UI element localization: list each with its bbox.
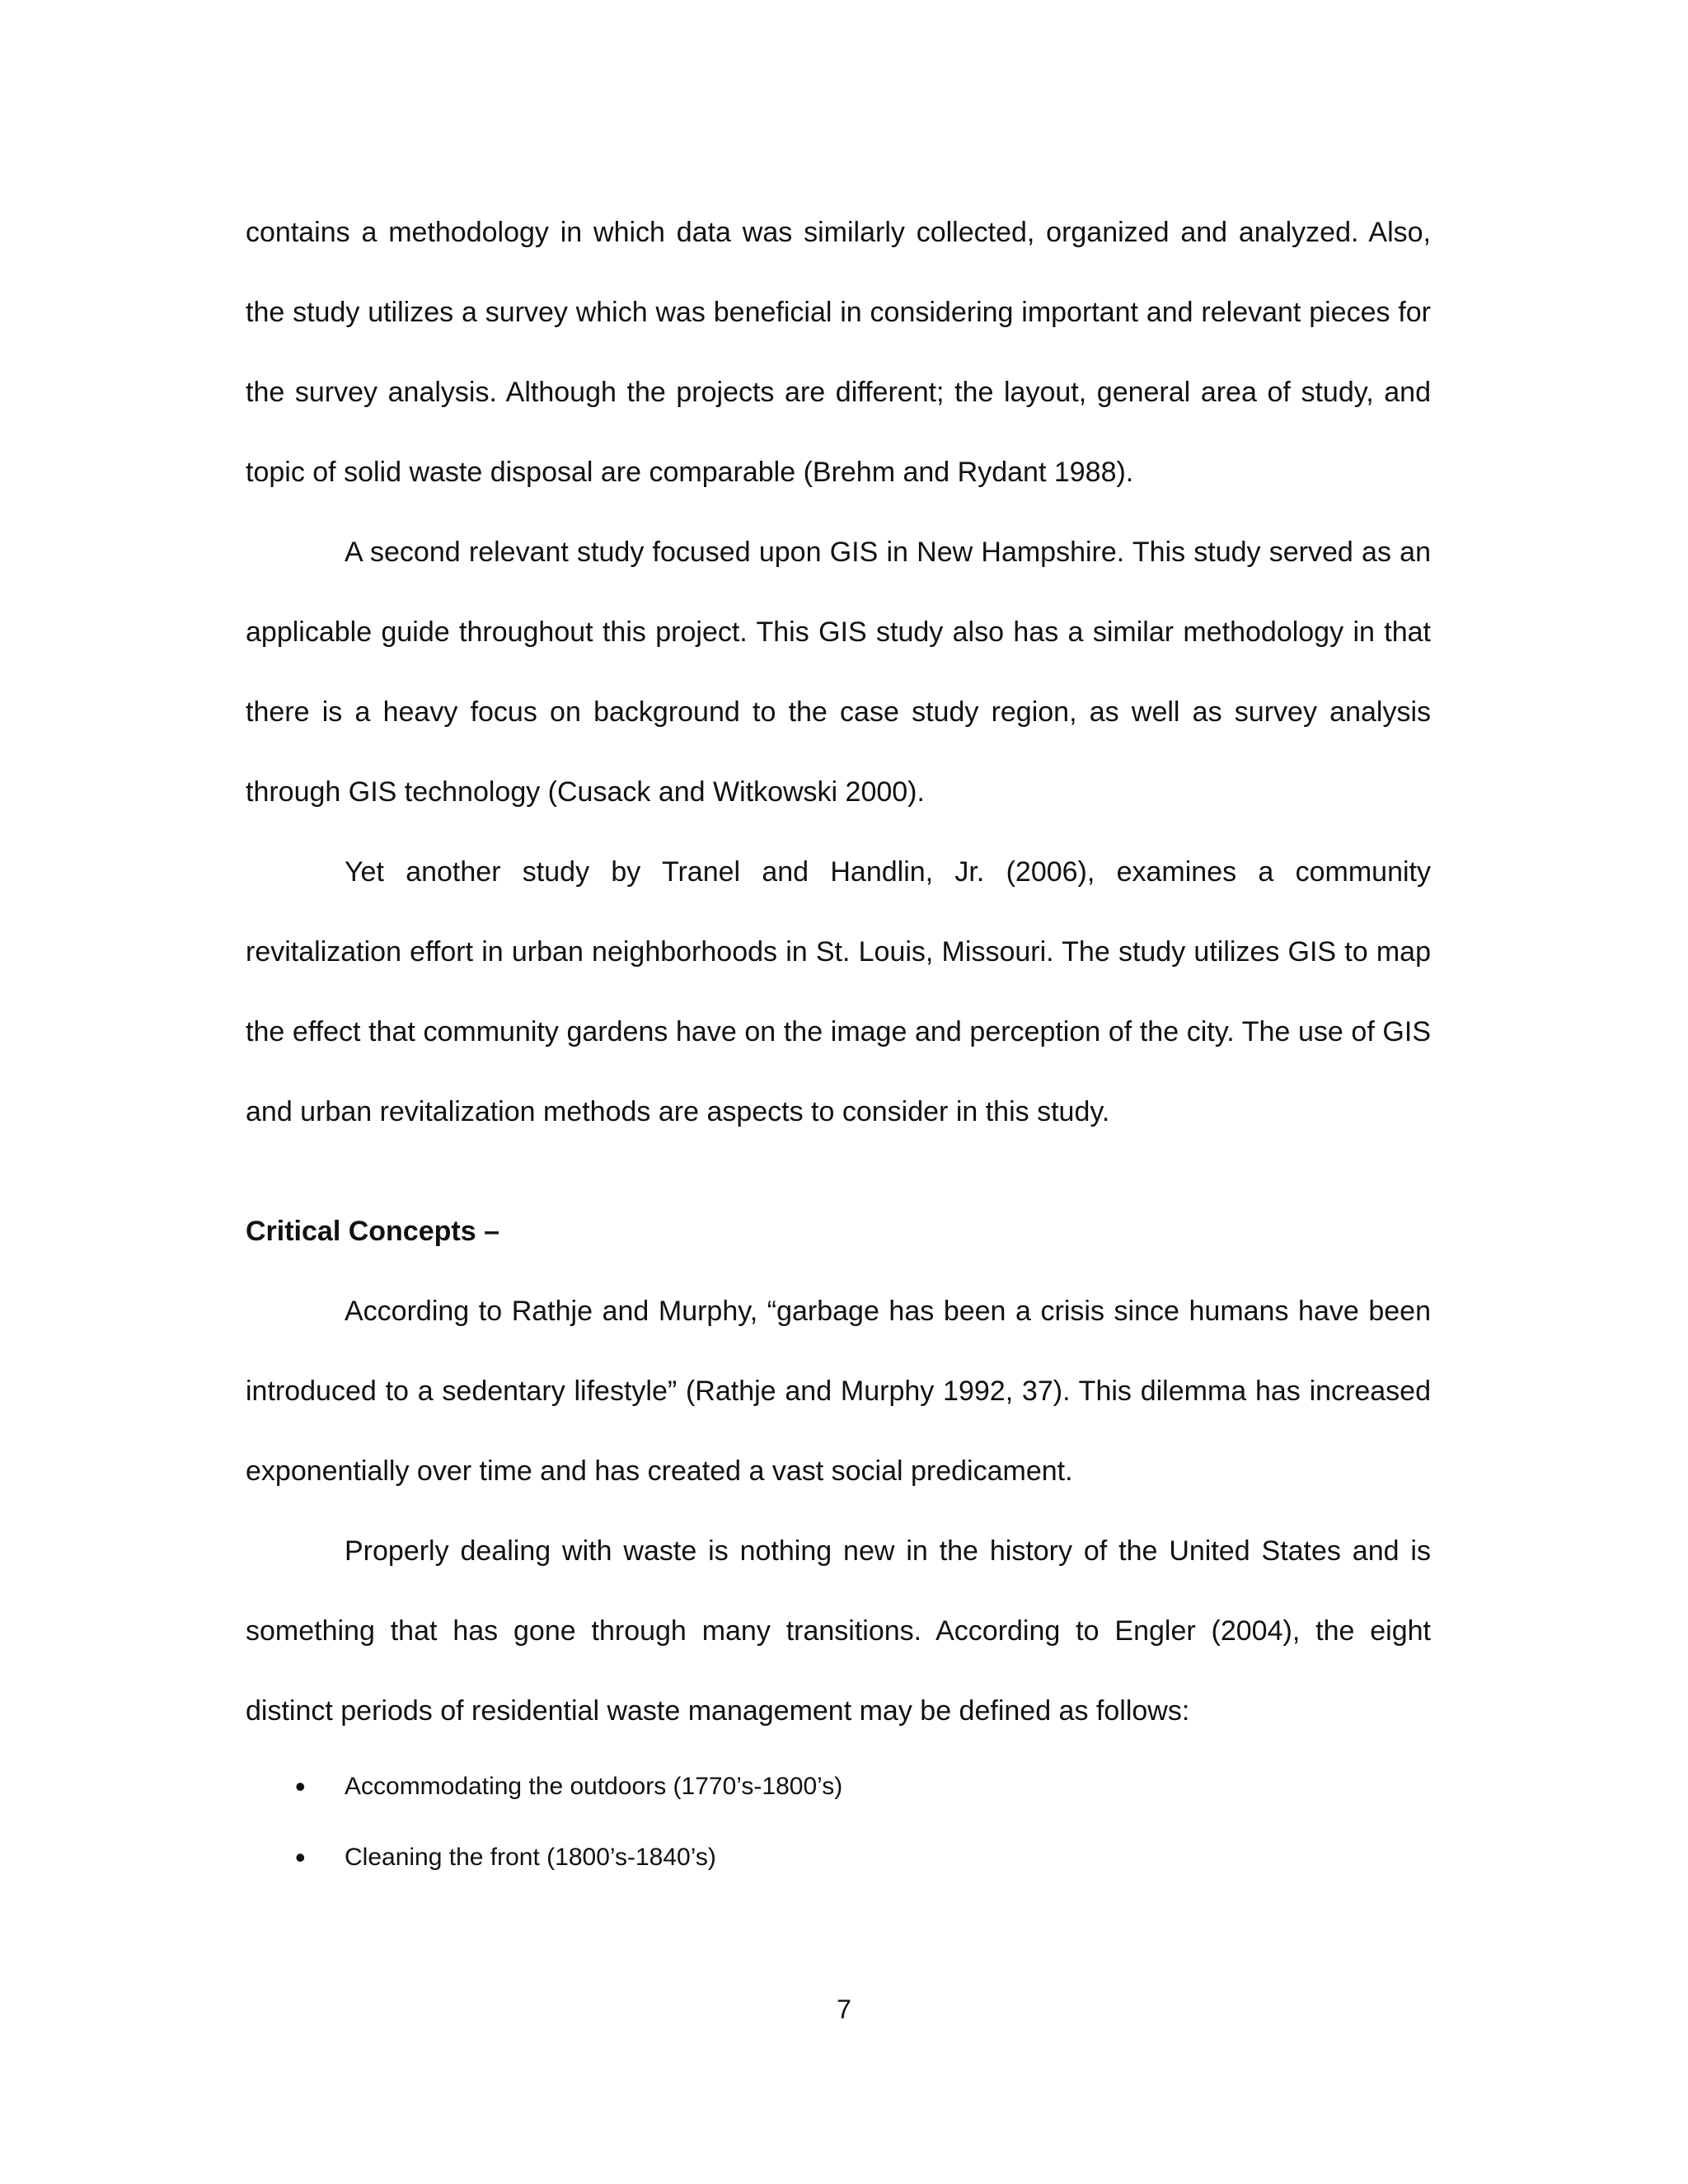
bullet-icon: • xyxy=(295,1840,306,1874)
page-number: 7 xyxy=(837,1994,851,2024)
list-item-text: Cleaning the front (1800’s-1840’s) xyxy=(345,1844,716,1871)
body-paragraph-1: contains a methodology in which data was similarly collected, organized and analyzed. Also, the study utilizes a survey which was beneficial in considering important and relevant pieces for the survey analysis. Although the projects are different; the layout, general area of study, and topic of solid waste disposal are comparable (Brehm and Rydant 1988). xyxy=(246,217,1431,488)
page-body xyxy=(246,193,1431,1893)
list-item-text: Accommodating the outdoors (1770’s-1800’s) xyxy=(345,1773,843,1800)
section-heading: Critical Concepts – xyxy=(246,1216,499,1247)
bullet-icon: • xyxy=(295,1769,306,1803)
section-paragraph-1: According to Rathje and Murphy, “garbage has been a crisis since humans have been introduced to a sedentary lifestyle” (Rathje and Murphy 1992, 37). This dilemma has increased exponentially over time and has created a vast social predicament. xyxy=(246,1296,1431,1487)
periods-list xyxy=(246,1751,1431,1893)
body-paragraph-2: A second relevant study focused upon GIS in New Hampshire. This study served as an applicable guide throughout this project. This GIS study also has a similar methodology in that there is a heavy focus on background to the case study region, as well as survey analysis through GIS technology (Cusack and Witkowski 2000). xyxy=(246,537,1431,808)
list-item xyxy=(246,1822,1431,1893)
list-item xyxy=(246,1751,1431,1822)
section-paragraph-2: Properly dealing with waste is nothing new in the history of the United States and is something that has gone through many transitions. According to Engler (2004), the eight distinct periods of residential waste management may be defined as follows: xyxy=(246,1535,1431,1727)
body-paragraph-3: Yet another study by Tranel and Handlin, Jr. (2006), examines a community revitalization effort in urban neighborhoods in St. Louis, Missouri. The study utilizes GIS to map the effect that community gardens have on the image and perception of the city. The use of GIS and urban revitalization methods are aspects to consider in this study. xyxy=(246,856,1431,1127)
